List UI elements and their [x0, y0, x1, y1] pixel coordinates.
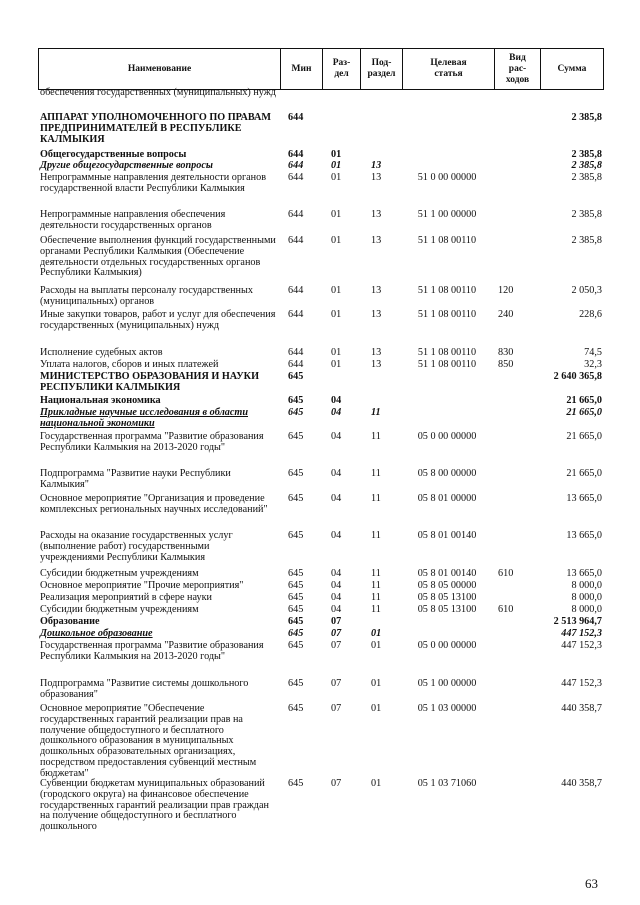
- row-sum: 13 665,0: [566, 530, 602, 541]
- row-name: [40, 779, 276, 833]
- row-podrazdel: 01: [371, 678, 382, 689]
- row-razdel: 07: [331, 640, 342, 651]
- row-name: [40, 396, 276, 407]
- row-podrazdel: 11: [371, 530, 381, 541]
- row-podrazdel: 13: [371, 359, 382, 370]
- row-razdel: 01: [331, 347, 342, 358]
- row-name-text: Подпрограмма "Развитие науки Республики Калмыкия": [40, 468, 231, 490]
- row-ministry: 645: [288, 468, 304, 479]
- row-ministry: 644: [288, 235, 304, 246]
- row-podrazdel: 11: [371, 468, 381, 479]
- row-target-article: 51 0 00 00000: [417, 172, 477, 183]
- row-sum: 8 000,0: [571, 604, 602, 615]
- row-name-text: Уплата налогов, сборов и иных платежей: [40, 359, 219, 370]
- row-podrazdel: 11: [371, 493, 381, 504]
- row-razdel: 01: [331, 149, 342, 160]
- row-sum: 2 385,8: [571, 172, 602, 183]
- row-sum: 32,3: [584, 359, 602, 370]
- row-podrazdel: 01: [371, 703, 382, 714]
- row-sum: 21 665,0: [566, 468, 602, 479]
- row-name-text: Государственная программа "Развитие образования Республики Калмыкия на 2013-2020 годы": [40, 640, 264, 662]
- row-razdel: 01: [331, 235, 342, 246]
- row-podrazdel: 13: [371, 160, 382, 171]
- row-sum: 13 665,0: [566, 493, 602, 504]
- row-razdel: 07: [331, 678, 342, 689]
- row-podrazdel: 11: [371, 580, 381, 591]
- row-razdel: 04: [331, 493, 342, 504]
- row-target-article: 05 8 05 13100: [417, 604, 477, 615]
- row-razdel: 04: [331, 407, 342, 418]
- row-name: [40, 641, 276, 663]
- row-name-text: Подпрограмма "Развитие системы дошкольного образования": [40, 678, 249, 700]
- row-sum: 2 050,3: [571, 285, 602, 296]
- row-name: [40, 360, 276, 371]
- row-sum: 447 152,3: [561, 678, 602, 689]
- row-name: [40, 408, 276, 430]
- row-target-article: 05 1 03 71060: [417, 778, 477, 789]
- row-podrazdel: 13: [371, 172, 382, 183]
- row-podrazdel: 13: [371, 209, 382, 220]
- row-name-text: МИНИСТЕРСТВО ОБРАЗОВАНИЯ И НАУКИ РЕСПУБЛИКИ КАЛМЫКИЯ: [40, 371, 259, 393]
- row-ministry: 645: [288, 431, 304, 442]
- row-ministry: 645: [288, 640, 304, 651]
- row-razdel: 04: [331, 431, 342, 442]
- row-target-article: 05 1 03 00000: [417, 703, 477, 714]
- row-name-text: Основное мероприятие "Прочие мероприятия": [40, 580, 244, 591]
- row-sum: 2 640 365,8: [553, 371, 602, 382]
- row-name-text: Другие общегосударственные вопросы: [40, 160, 213, 171]
- row-target-article: 51 1 08 00110: [417, 285, 477, 296]
- row-sum: 13 665,0: [566, 568, 602, 579]
- row-sum: 228,6: [579, 309, 602, 320]
- row-razdel: 07: [331, 616, 342, 627]
- row-ministry: 644: [288, 359, 304, 370]
- row-name: [40, 593, 276, 604]
- row-sum: 447 152,3: [561, 640, 602, 651]
- row-sum: 2 385,8: [571, 209, 602, 220]
- row-razdel: 07: [331, 703, 342, 714]
- row-razdel: 04: [331, 592, 342, 603]
- row-target-article: 05 8 01 00140: [417, 530, 477, 541]
- row-sum: 2 385,8: [571, 160, 602, 171]
- row-name-text: Обеспечение выполнения функций государственными органами Республики Калмыкия (Обеспечение деятельности отдельных государственных органов Республики Калмыкия): [40, 235, 276, 279]
- row-name-text: Субсидии бюджетным учреждениям: [40, 568, 199, 579]
- row-razdel: 07: [331, 778, 342, 789]
- row-target-article: 05 8 01 00000: [417, 493, 477, 504]
- header-razdel: Раз- дел: [323, 49, 361, 89]
- row-name-text: Иные закупки товаров, работ и услуг для обеспечения государственных (муниципальных) нужд: [40, 309, 276, 331]
- header-name: Наименование: [39, 49, 281, 89]
- row-target-article: 05 8 01 00140: [417, 568, 477, 579]
- row-ministry: 645: [288, 592, 304, 603]
- row-name: [40, 531, 276, 563]
- row-ministry: 644: [288, 285, 304, 296]
- row-sum: 21 665,0: [566, 395, 602, 406]
- row-podrazdel: 01: [371, 628, 382, 639]
- row-ministry: 645: [288, 616, 304, 627]
- row-ministry: 645: [288, 778, 304, 789]
- row-sum: 74,5: [584, 347, 602, 358]
- header-celevaya: Целевая статья: [403, 49, 495, 89]
- row-ministry: 644: [288, 149, 304, 160]
- row-razdel: 01: [331, 160, 342, 171]
- row-podrazdel: 13: [371, 347, 382, 358]
- row-sum: 2 385,8: [571, 235, 602, 246]
- table-header: [38, 48, 604, 90]
- row-podrazdel: 11: [371, 407, 381, 418]
- row-target-article: 51 1 08 00110: [417, 359, 477, 370]
- row-name: [40, 161, 276, 172]
- row-target-article: 51 1 08 00110: [417, 235, 477, 246]
- row-razdel: 01: [331, 172, 342, 183]
- row-name-text: Дошкольное образование: [40, 628, 153, 639]
- row-name: [40, 569, 276, 580]
- row-ministry: 645: [288, 678, 304, 689]
- row-name-text: Исполнение судебных актов: [40, 347, 163, 358]
- header-podrazdel: Под- раздел: [361, 49, 403, 89]
- row-name-text: Национальная экономика: [40, 395, 161, 406]
- row-ministry: 644: [288, 112, 304, 123]
- row-ministry: 644: [288, 172, 304, 183]
- row-target-article: 05 8 05 00000: [417, 580, 477, 591]
- row-razdel: 01: [331, 209, 342, 220]
- row-sum: 2 385,8: [571, 149, 602, 160]
- row-ministry: 645: [288, 580, 304, 591]
- row-ministry: 644: [288, 347, 304, 358]
- row-expense-type: 850: [498, 359, 514, 370]
- row-name: [40, 88, 276, 99]
- row-name: [40, 173, 276, 195]
- row-sum: 2 513 964,7: [553, 616, 602, 627]
- row-razdel: 04: [331, 580, 342, 591]
- row-podrazdel: 11: [371, 431, 381, 442]
- row-sum: 2 385,8: [571, 112, 602, 123]
- row-name-text: Прикладные научные исследования в области национальной экономики: [40, 407, 248, 429]
- row-ministry: 644: [288, 309, 304, 320]
- row-sum: 440 358,7: [561, 703, 602, 714]
- row-target-article: 05 0 00 00000: [417, 640, 477, 651]
- row-name: [40, 704, 276, 780]
- row-target-article: 05 0 00 00000: [417, 431, 477, 442]
- row-name: [40, 310, 276, 332]
- row-target-article: 51 1 08 00110: [417, 309, 477, 320]
- row-podrazdel: 13: [371, 309, 382, 320]
- row-name-text: Основное мероприятие "Организация и проведение комплексных региональных научных исследований": [40, 493, 268, 515]
- row-name: [40, 605, 276, 616]
- row-expense-type: 610: [498, 568, 514, 579]
- row-podrazdel: 13: [371, 285, 382, 296]
- row-razdel: 07: [331, 628, 342, 639]
- row-sum: 21 665,0: [566, 407, 602, 418]
- row-podrazdel: 13: [371, 235, 382, 246]
- row-razdel: 04: [331, 468, 342, 479]
- row-name-text: Реализация мероприятий в сфере науки: [40, 592, 212, 603]
- row-target-article: 51 1 00 00000: [417, 209, 477, 220]
- row-name-text: Расходы на оказание государственных услуг (выполнение работ) государственными учреждениями Республики Калмыкия: [40, 530, 233, 563]
- row-sum: 8 000,0: [571, 580, 602, 591]
- page-number: 63: [585, 876, 598, 891]
- row-ministry: 644: [288, 209, 304, 220]
- row-name-text: АППАРАТ УПОЛНОМОЧЕННОГО ПО ПРАВАМ ПРЕДПРИНИМАТЕЛЕЙ В РЕСПУБЛИКЕ КАЛМЫКИЯ: [40, 112, 272, 145]
- row-name-text: Непрограммные направления деятельности органов государственной власти Республики Калмыкия: [40, 172, 267, 194]
- row-name-text: Основное мероприятие "Обеспечение государственных гарантий реализации прав на получение общедоступного и бесплатного дошкольного образования в муниципальных дошкольных образовательных организациях, посредством предоставления субвенций местным бюджетам": [40, 703, 257, 779]
- row-name: [40, 679, 276, 701]
- row-name-text: Образование: [40, 616, 100, 627]
- row-ministry: 644: [288, 160, 304, 171]
- row-name-text: Субвенции бюджетам муниципальных образований (городского округа) на финансовое обеспечение государственных гарантий реализации прав граждан на получение общедоступного и бесплатного дошкольного: [40, 778, 269, 833]
- row-podrazdel: 11: [371, 568, 381, 579]
- row-ministry: 645: [288, 568, 304, 579]
- row-razdel: 04: [331, 604, 342, 615]
- row-name: [40, 372, 276, 394]
- row-expense-type: 120: [498, 285, 514, 296]
- row-name: [40, 210, 276, 232]
- row-ministry: 645: [288, 493, 304, 504]
- row-target-article: 51 1 08 00110: [417, 347, 477, 358]
- row-expense-type: 240: [498, 309, 514, 320]
- header-vid: Вид рас- ходов: [495, 49, 541, 89]
- row-name: [40, 236, 276, 279]
- row-ministry: 645: [288, 628, 304, 639]
- row-name-text: обеспечения государственных (муниципальных) нужд: [40, 87, 276, 98]
- row-razdel: 04: [331, 568, 342, 579]
- row-name-text: Общегосударственные вопросы: [40, 149, 187, 160]
- row-name: [40, 494, 276, 516]
- row-name: [40, 629, 276, 640]
- row-sum: 440 358,7: [561, 778, 602, 789]
- row-sum: 8 000,0: [571, 592, 602, 603]
- row-name: [40, 432, 276, 454]
- row-expense-type: 610: [498, 604, 514, 615]
- row-razdel: 01: [331, 285, 342, 296]
- row-name-text: Расходы на выплаты персоналу государственных (муниципальных) органов: [40, 285, 253, 307]
- row-razdel: 01: [331, 359, 342, 370]
- header-min: Мин: [281, 49, 323, 89]
- row-podrazdel: 01: [371, 640, 382, 651]
- row-name-text: Субсидии бюджетным учреждениям: [40, 604, 199, 615]
- row-name: [40, 113, 276, 145]
- row-podrazdel: 11: [371, 592, 381, 603]
- row-ministry: 645: [288, 407, 304, 418]
- row-name: [40, 581, 276, 592]
- row-sum: 447 152,3: [561, 628, 602, 639]
- row-ministry: 645: [288, 395, 304, 406]
- row-razdel: 01: [331, 309, 342, 320]
- row-expense-type: 830: [498, 347, 514, 358]
- row-sum: 21 665,0: [566, 431, 602, 442]
- row-podrazdel: 01: [371, 778, 382, 789]
- row-target-article: 05 8 05 13100: [417, 592, 477, 603]
- row-name: [40, 469, 276, 491]
- row-razdel: 04: [331, 530, 342, 541]
- row-ministry: 645: [288, 530, 304, 541]
- row-podrazdel: 11: [371, 604, 381, 615]
- header-summa: Сумма: [557, 63, 587, 74]
- row-target-article: 05 8 00 00000: [417, 468, 477, 479]
- row-name: [40, 617, 276, 628]
- row-name-text: Непрограммные направления обеспечения деятельности государственных органов: [40, 209, 226, 231]
- row-ministry: 645: [288, 703, 304, 714]
- row-ministry: 645: [288, 371, 304, 382]
- row-name: [40, 286, 276, 308]
- row-target-article: 05 1 00 00000: [417, 678, 477, 689]
- row-ministry: 645: [288, 604, 304, 615]
- row-razdel: 04: [331, 395, 342, 406]
- row-name-text: Государственная программа "Развитие образования Республики Калмыкия на 2013-2020 годы": [40, 431, 264, 453]
- row-name: [40, 348, 276, 359]
